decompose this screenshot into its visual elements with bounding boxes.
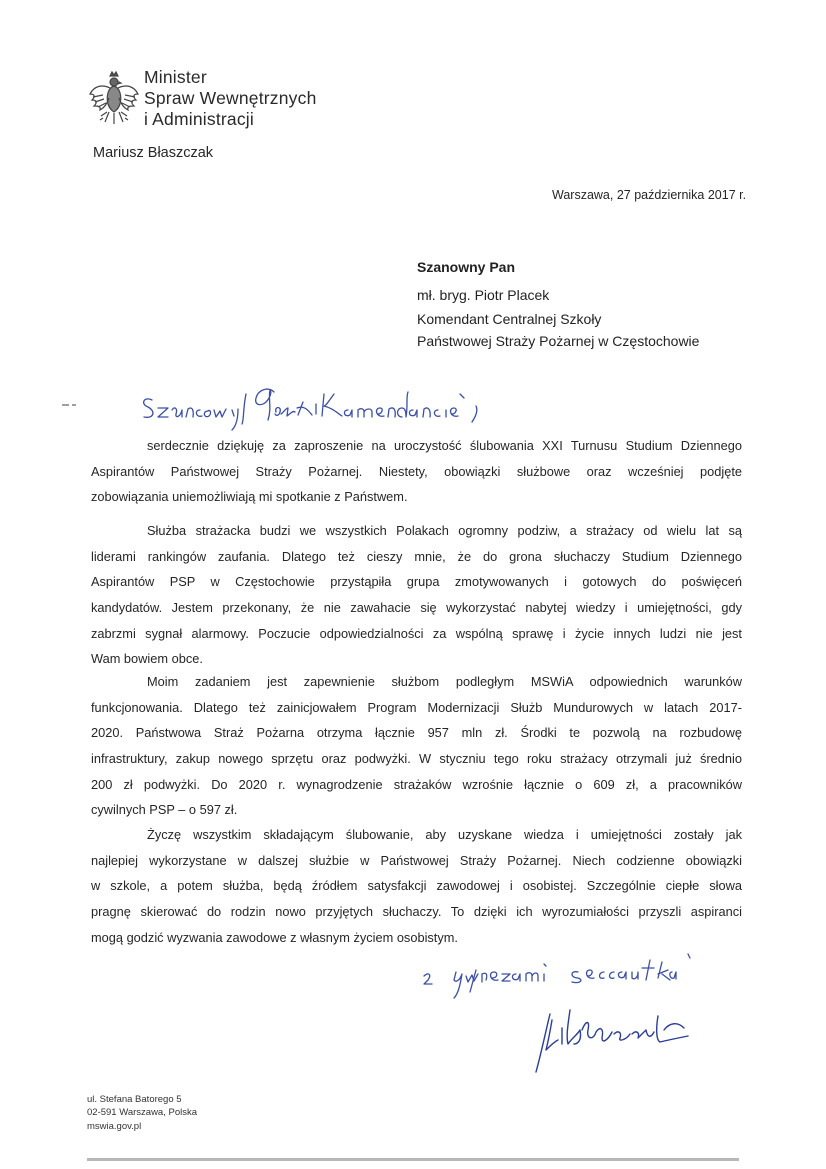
handwritten-salutation [138, 384, 558, 434]
letter-date: Warszawa, 27 października 2017 r. [552, 188, 747, 202]
text-line: 2020. Państwowa Straż Pożarna otrzyma łącznie 957 mln zł. Środki te pozwolą na rozbudowę [91, 725, 742, 741]
recipient-line-1: Szanowny Pan [417, 259, 516, 275]
ministry-name [144, 67, 317, 130]
scan-speck [62, 404, 69, 406]
scan-speck [72, 404, 76, 406]
text-line: infrastruktury, zakup nowego sprzętu oraz podwyżki. W styczniu tego roku strażacy otrzymali już średnio [91, 751, 742, 767]
footer-address [87, 1093, 197, 1133]
text-line: zobowiązania uniemożliwiają mi spotkanie z Państwem. [91, 489, 408, 505]
footer-street: ul. Stefana Batorego 5 [87, 1094, 182, 1105]
ministry-line-3: i Administracji [144, 109, 254, 129]
ministry-line-2: Spraw Wewnętrznych [144, 88, 317, 108]
eagle-emblem [88, 70, 140, 128]
footer-rule [87, 1158, 739, 1161]
text-line: liderami rankingów zaufania. Dlatego też cieszy mnie, że do grona słuchaczy Studium Dziennego [91, 548, 742, 564]
recipient-line-4: Państwowej Straży Pożarnej w Częstochowie [417, 333, 700, 349]
text-line: Służba strażacka budzi we wszystkich Polakach ogromny podziw, a strażacy od wielu lat są [147, 523, 742, 538]
minister-name: Mariusz Błaszczak [93, 145, 214, 161]
text-line: serdecznie dziękuję za zaproszenie na uroczystość ślubowania XXI Turnusu Studium Dziennego [147, 438, 742, 453]
text-line: pragnę skierować do rodzin nowo przyjętych słuchaczy. To dzięki ich wyrozumiałości przyszli aspiranci [91, 904, 742, 920]
text-line: Aspirantów Państwowej Straży Pożarnej. Niestety, obowiązki służbowe oraz wcześniej podjęte [91, 463, 742, 479]
text-line: najlepiej wykorzystane w dalszej służbie w Państwowej Straży Pożarnej. Niech codzienne obowiązki [91, 852, 742, 868]
handwritten-closing [418, 950, 708, 1002]
footer-city: 02-591 Warszawa, Polska [87, 1107, 198, 1119]
recipient-line-2: mł. bryg. Piotr Placek [417, 287, 550, 303]
text-line: 200 zł podwyżki. Do 2020 r. wynagrodzenie strażaków wzrośnie łącznie o 609 zł, a pracowników [91, 776, 742, 792]
paragraph-1 [91, 433, 742, 510]
recipient-line-3: Komendant Centralnej Szkoły [417, 311, 602, 327]
text-line: mogą godzić wyzwania zawodowe z własnym życiem osobistym. [91, 929, 458, 945]
text-line: Wam bowiem obce. [91, 651, 203, 667]
footer-website: mswia.gov.pl [87, 1120, 142, 1132]
text-line: cywilnych PSP – o 597 zł. [91, 802, 238, 818]
ministry-line-1: Minister [144, 67, 207, 87]
text-line: funkcjonowania. Dlatego też zainicjowałem Program Modernizacji Służb Mundurowych w latach 2017- [91, 699, 742, 715]
text-line: w szkole, a potem służba, będą źródłem satysfakcji zawodowej i osobistej. Szczególnie ciepłe słowa [91, 878, 742, 894]
paragraph-4 [91, 822, 742, 950]
text-line: Aspirantów PSP w Częstochowie przystąpiła grupa zmotywowanych i gotowych do poświęceń [91, 574, 742, 590]
paragraph-2 [91, 518, 742, 672]
signature [528, 1000, 698, 1078]
text-line: Moim zadaniem jest zapewnienie służbom podległym MSWiA odpowiednich warunków [147, 674, 742, 689]
text-line: Życzę wszystkim składającym ślubowanie, aby uzyskane wiedza i umiejętności zostały jak [147, 827, 742, 842]
text-line: kandydatów. Jestem przekonany, że nie zawahacie się wykorzystać nabytej wiedzy i umiejętności, gdy [91, 600, 742, 616]
paragraph-3 [91, 669, 742, 823]
text-line: zabrzmi sygnał alarmowy. Poczucie odpowiedzialności za wspólną sprawę i życie innych ludzi nie jest [91, 625, 742, 641]
